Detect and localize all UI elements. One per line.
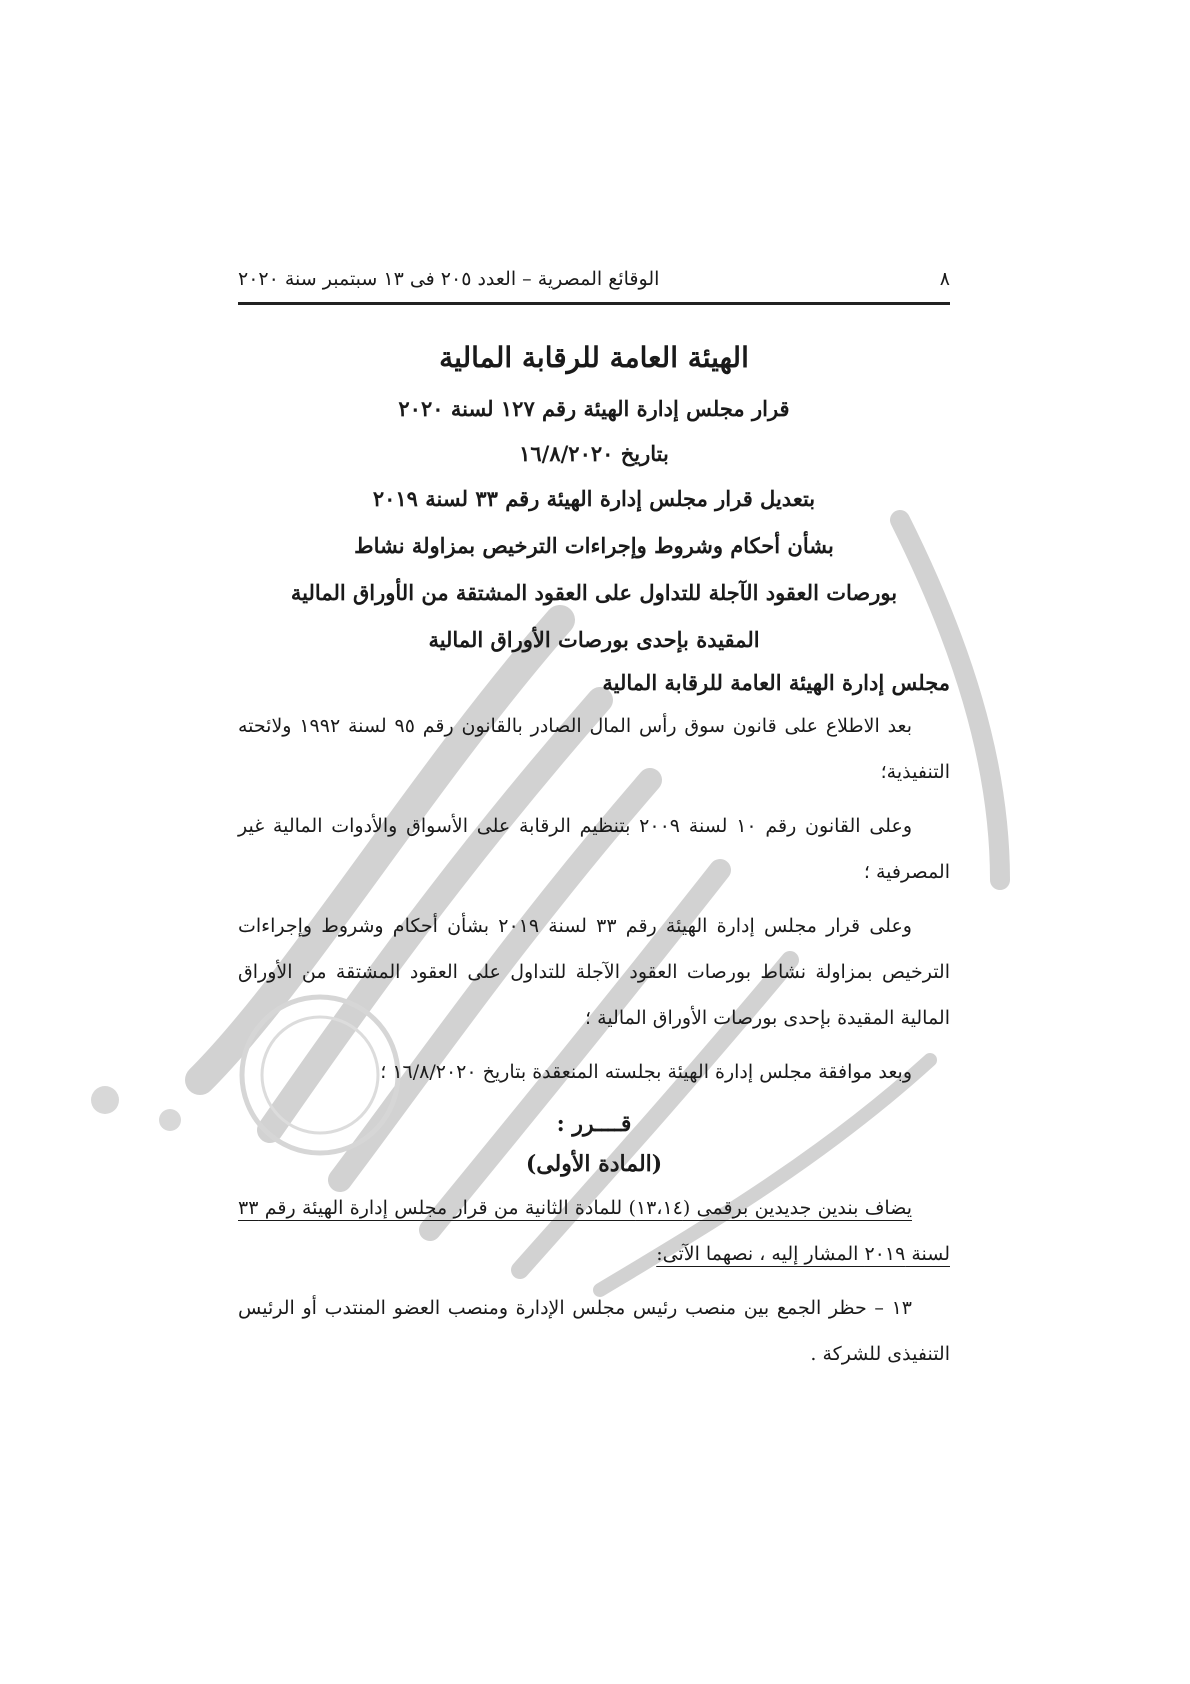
page-number: ٨: [939, 268, 950, 290]
decision-title: قرار مجلس إدارة الهيئة رقم ١٢٧ لسنة ٢٠٢٠: [398, 396, 790, 421]
subject-line-4: المقيدة بإحدى بورصات الأوراق المالية: [428, 627, 760, 652]
subject-line-1: بتعديل قرار مجلس إدارة الهيئة رقم ٣٣ لسنة ٢٠١٩: [372, 486, 816, 511]
subject-line-3: بورصات العقود الآجلة للتداول على العقود المشتقة من الأوراق المالية: [290, 580, 898, 605]
running-title: الوقائع المصرية – العدد ٢٠٥ فى ١٣ سبتمبر سنة ٢٠٢٠: [238, 268, 660, 290]
gazette-page: [238, 268, 950, 1377]
council-heading: مجلس إدارة الهيئة العامة للرقابة المالية: [602, 670, 950, 695]
article-1-body: يضاف بندين جديدين برقمى (١٣،١٤) للمادة الثانية من قرار مجلس إدارة الهيئة رقم ٣٣ لسنة ٢٠١٩ المشار إليه ، نصهما الآتى:: [238, 1197, 950, 1265]
article-1-title: (المادة الأولى): [525, 1151, 663, 1177]
decided-heading: قــــرر :: [556, 1111, 632, 1137]
authority-title: الهيئة العامة للرقابة المالية: [439, 341, 749, 374]
preamble-paragraph-3: وعلى قرار مجلس إدارة الهيئة رقم ٣٣ لسنة ٢٠١٩ بشأن أحكام وشروط وإجراءات الترخيص بمزاولة نشاط بورصات العقود الآجلة للتداول على العقود المشتقة من الأوراق المالية المقيدة بإحدى بورصات الأوراق المالية ؛: [238, 915, 950, 1029]
preamble-paragraph-2: وعلى القانون رقم ١٠ لسنة ٢٠٠٩ بتنظيم الرقابة على الأسواق والأدوات المالية غير المصرفية ؛: [238, 815, 950, 883]
preamble-paragraph-1: بعد الاطلاع على قانون سوق رأس المال الصادر بالقانون رقم ٩٥ لسنة ١٩٩٢ ولائحته التنفيذية؛: [238, 715, 950, 783]
page-header: [238, 268, 950, 305]
clause-13: ١٣ – حظر الجمع بين منصب رئيس مجلس الإدارة ومنصب العضو المنتدب أو الرئيس التنفيذى للشركة .: [238, 1297, 950, 1365]
decision-date: بتاريخ ١٦/٨/٢٠٢٠: [519, 441, 669, 466]
preamble-paragraph-4: وبعد موافقة مجلس إدارة الهيئة بجلسته المنعقدة بتاريخ ١٦/٨/٢٠٢٠ ؛: [380, 1061, 912, 1083]
subject-line-2: بشأن أحكام وشروط وإجراءات الترخيص بمزاولة نشاط: [354, 533, 834, 558]
